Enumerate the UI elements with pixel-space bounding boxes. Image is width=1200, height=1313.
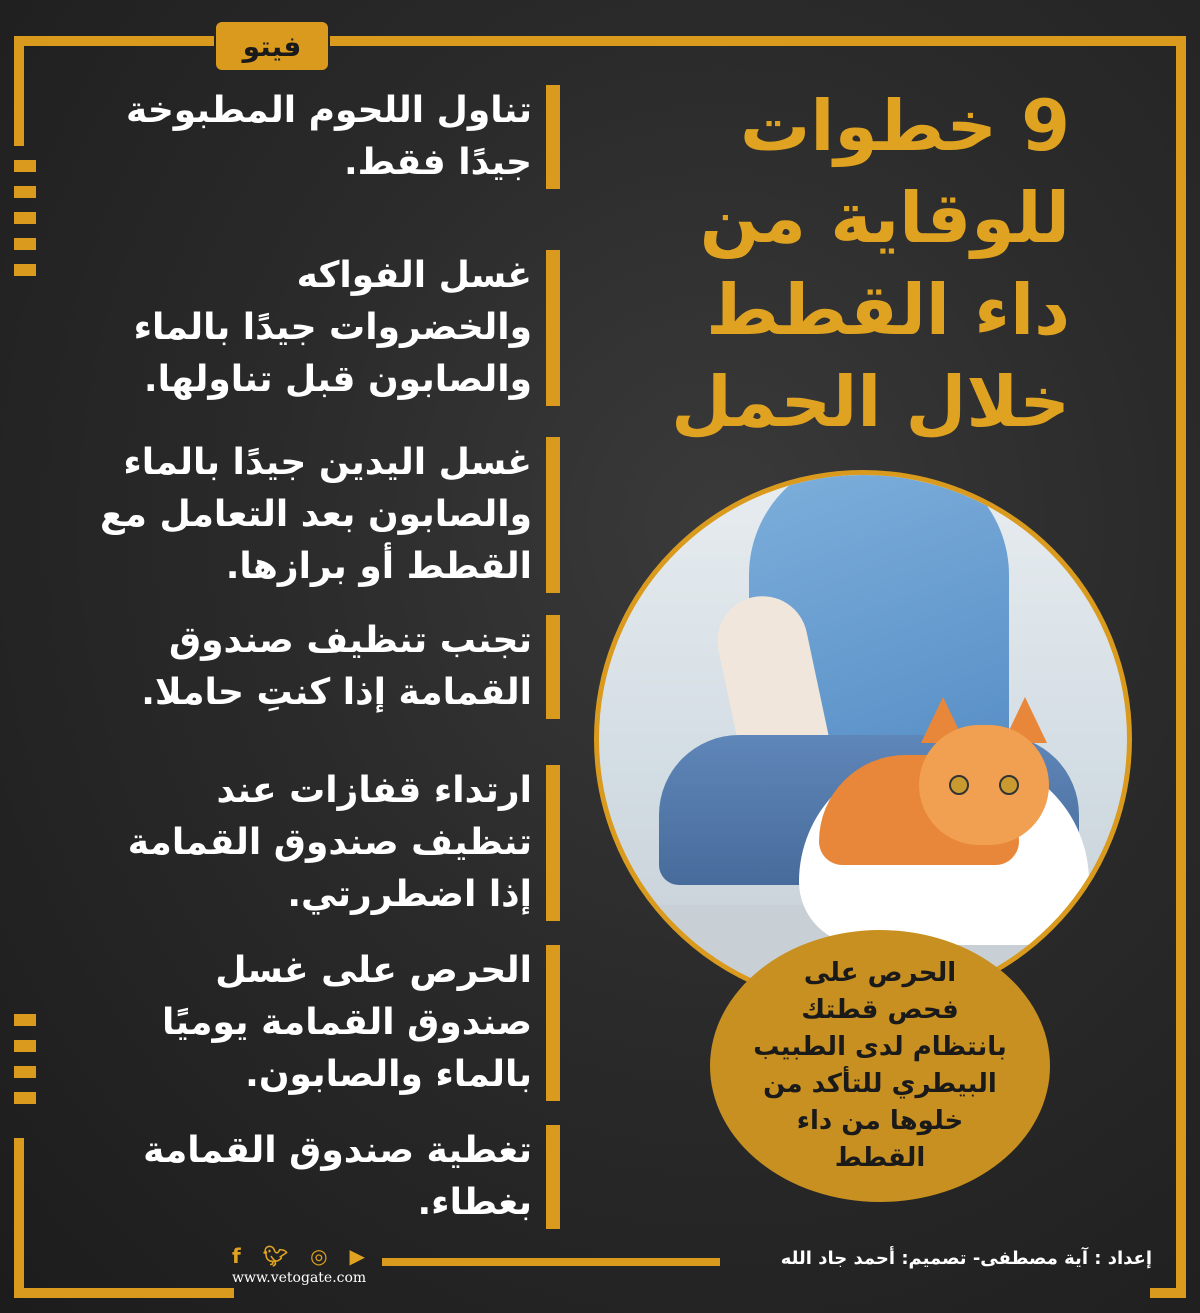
instagram-icon[interactable]: ◎ bbox=[310, 1244, 328, 1268]
frame-bottom-line bbox=[14, 1288, 234, 1298]
tip-bar bbox=[546, 437, 560, 593]
tip-item bbox=[141, 615, 560, 719]
frame-stripe bbox=[14, 238, 36, 250]
tip-text: تغطية صندوق القمامة بغطاء. bbox=[143, 1130, 532, 1223]
frame-stripe bbox=[14, 1040, 36, 1052]
tip-bar bbox=[546, 765, 560, 921]
tip-item bbox=[126, 85, 560, 189]
frame-bottom-line-far-right bbox=[1150, 1288, 1186, 1298]
frame-stripe bbox=[14, 264, 36, 276]
frame-left-line-top bbox=[14, 36, 24, 146]
tip-text: تجنب تنظيف صندوق القمامة إذا كنتِ حاملا. bbox=[141, 620, 532, 713]
tip-item bbox=[162, 945, 560, 1101]
tip-text: غسل اليدين جيدًا بالماء والصابون بعد التعامل مع القطط أو برازها. bbox=[100, 442, 532, 587]
pregnant-woman-with-cat-photo bbox=[594, 470, 1132, 1008]
frame-bottom-line-right bbox=[382, 1258, 720, 1266]
cat-head-shape bbox=[919, 725, 1049, 845]
frame-top-line-right bbox=[330, 36, 1186, 46]
frame-stripe bbox=[14, 212, 36, 224]
tip-item bbox=[134, 250, 560, 406]
frame-right-line bbox=[1176, 36, 1186, 1298]
website-url[interactable]: www.vetogate.com bbox=[232, 1270, 367, 1286]
tip-item bbox=[100, 437, 560, 593]
bubble-text: الحرص على فحص قطتك بانتظام لدى الطبيب البيطري للتأكد من خلوها من داء القطط bbox=[753, 958, 1007, 1173]
cat-eye-shape bbox=[949, 775, 969, 795]
frame-stripe bbox=[14, 160, 36, 172]
frame-stripe bbox=[14, 1066, 36, 1078]
social-icons bbox=[232, 1244, 365, 1268]
frame-stripe bbox=[14, 1092, 36, 1104]
tip-item bbox=[143, 1125, 560, 1229]
title-line: خلال الحمل bbox=[671, 361, 1070, 443]
tip-bar bbox=[546, 85, 560, 189]
tip-item bbox=[128, 765, 560, 921]
title-line: للوقاية من bbox=[699, 177, 1070, 259]
title-line: 9 خطوات bbox=[740, 85, 1070, 167]
frame-stripe bbox=[14, 186, 36, 198]
title-line: داء القطط bbox=[706, 269, 1070, 351]
tip-bar bbox=[546, 250, 560, 406]
frame-stripe bbox=[14, 1014, 36, 1026]
tip-bar bbox=[546, 1125, 560, 1229]
tip-text: تناول اللحوم المطبوخة جيدًا فقط. bbox=[126, 90, 532, 183]
twitter-icon[interactable]: 🐦︎ bbox=[262, 1244, 289, 1268]
tip-bar bbox=[546, 615, 560, 719]
page-title bbox=[600, 80, 1070, 448]
youtube-icon[interactable]: ▶ bbox=[349, 1244, 365, 1268]
credits: إعداد : آية مصطفى- تصميم: أحمد جاد الله bbox=[780, 1248, 1152, 1269]
frame-left-line-bottom bbox=[14, 1138, 24, 1298]
facebook-icon[interactable]: f bbox=[232, 1244, 241, 1268]
tip-text: غسل الفواكه والخضروات جيدًا بالماء والصابون قبل تناولها. bbox=[133, 255, 532, 400]
tip-text: الحرص على غسل صندوق القمامة يوميًا بالماء والصابون. bbox=[161, 950, 532, 1095]
vet-checkup-bubble bbox=[710, 930, 1050, 1202]
tip-bar bbox=[546, 945, 560, 1101]
brand-logo: فيتو bbox=[216, 22, 328, 70]
cat-eye-shape bbox=[999, 775, 1019, 795]
frame-top-line bbox=[14, 36, 214, 46]
tip-text: ارتداء قفازات عند تنظيف صندوق القمامة إذا اضطررتي. bbox=[127, 770, 532, 915]
